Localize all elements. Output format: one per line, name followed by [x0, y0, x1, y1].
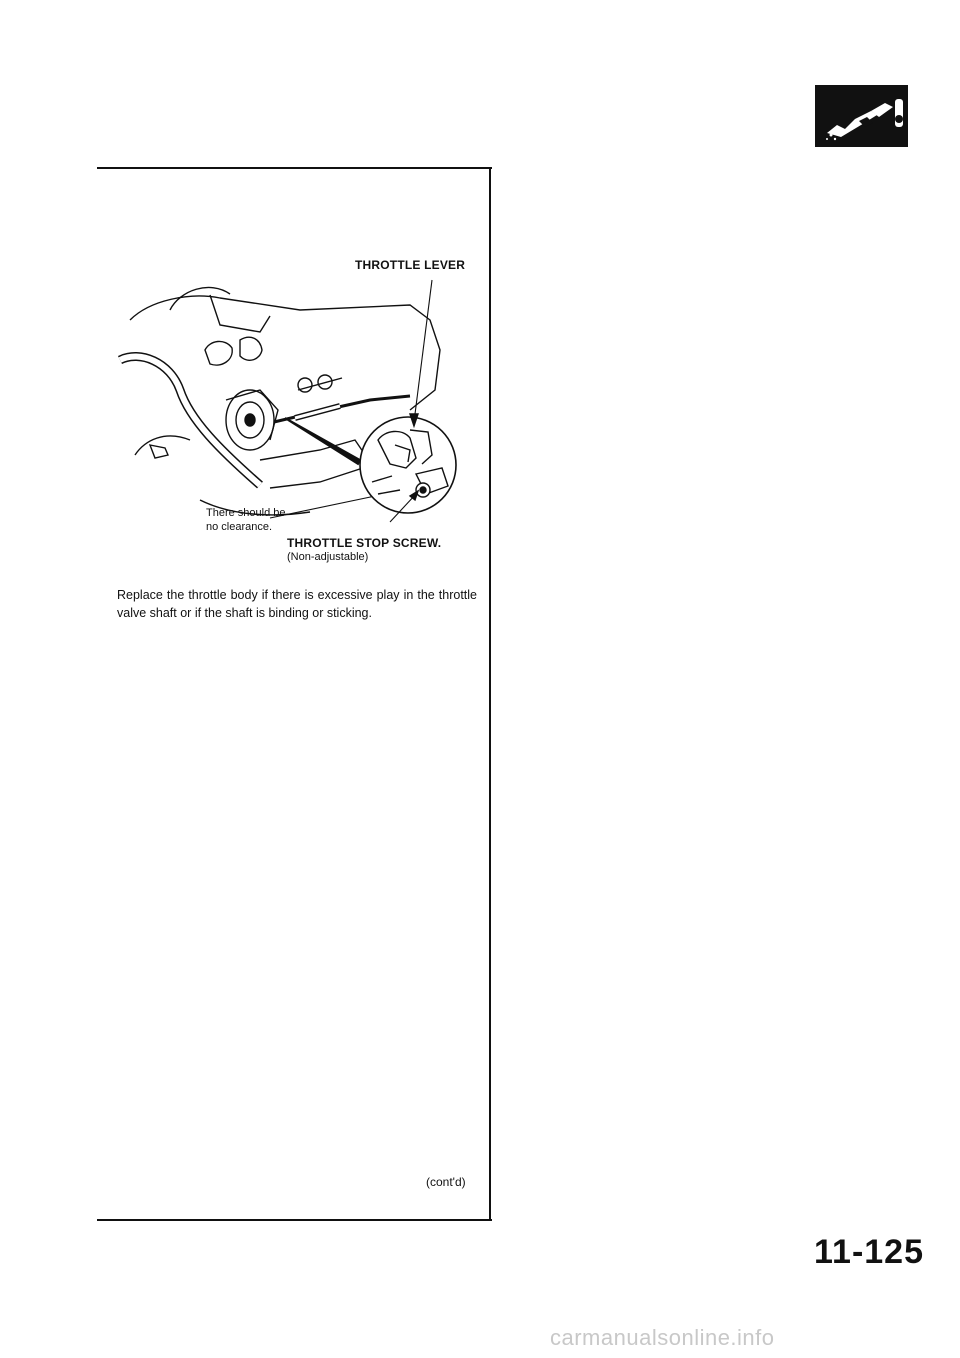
- fuel-nozzle-icon: [815, 85, 908, 147]
- page-number: 11-125: [814, 1233, 924, 1271]
- continued-note: (cont'd): [426, 1175, 466, 1189]
- throttle-stop-screw-label: THROTTLE STOP SCREW.: [287, 536, 442, 550]
- frame-bottom-rule: [97, 1219, 492, 1221]
- frame-right-rule: [489, 167, 491, 1221]
- throttle-lever-label: THROTTLE LEVER: [355, 258, 466, 272]
- throttle-body-figure: [110, 250, 485, 580]
- instruction-paragraph: Replace the throttle body if there is excessive play in the throttle valve shaft or if the shaft is binding or sticking.: [117, 588, 477, 620]
- clearance-note-line2: no clearance.: [206, 521, 273, 533]
- frame-top-rule: [97, 167, 492, 169]
- throttle-stop-screw-sublabel: (Non-adjustable): [287, 551, 369, 563]
- clearance-note-line1: There should be: [206, 507, 286, 519]
- watermark: carmanualsonline.info: [550, 1325, 775, 1350]
